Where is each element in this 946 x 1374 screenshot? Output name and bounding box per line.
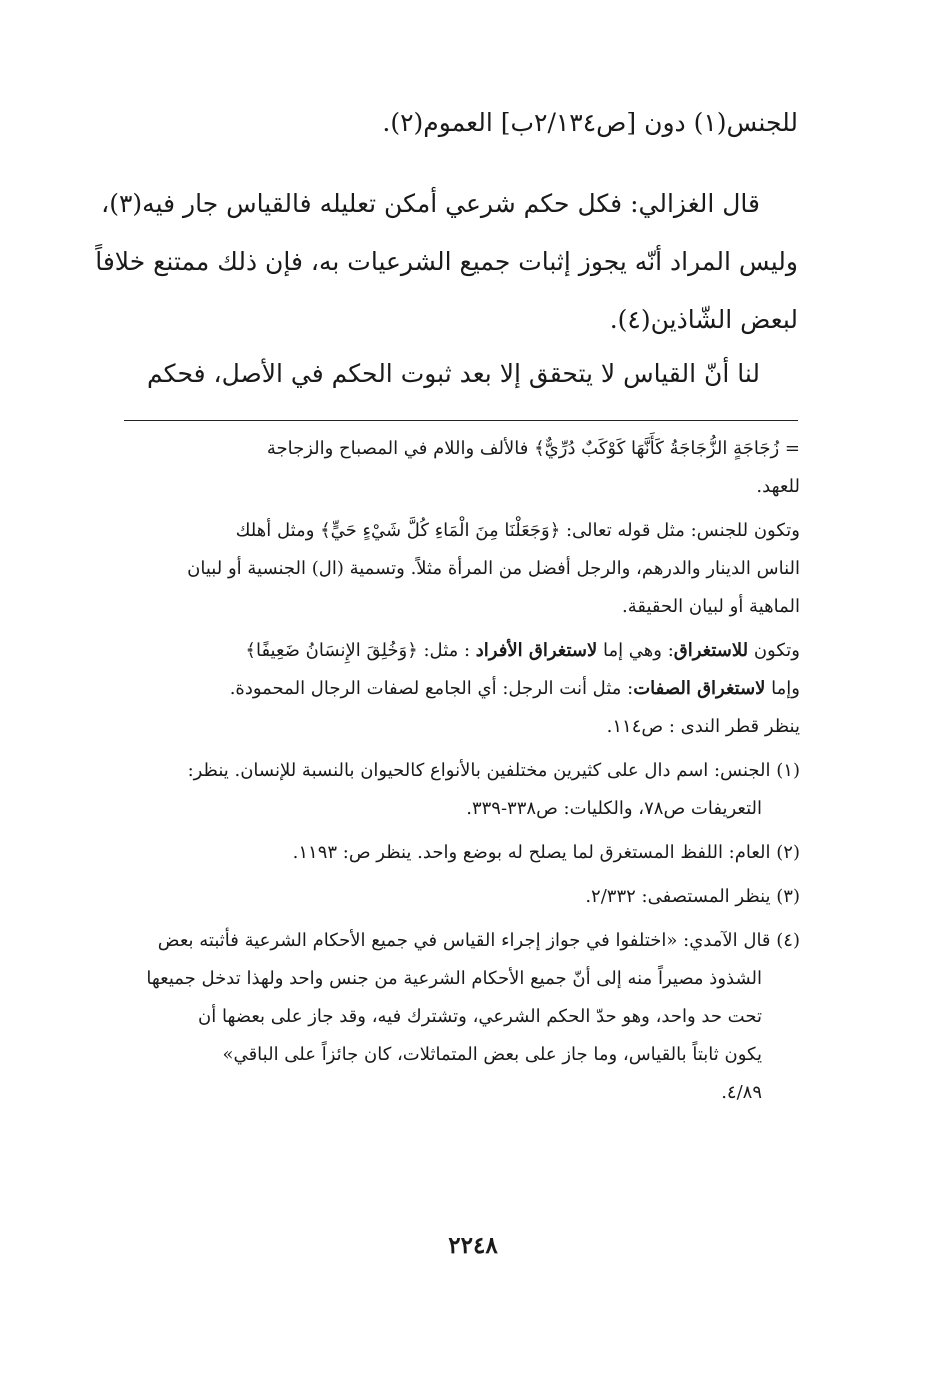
note-text: وتكون (748, 640, 800, 661)
note-text: : مثل: ﴿وَخُلِقَ الإِنسَانُ ضَعِيفًا﴾ (245, 640, 476, 661)
main-line: قال الغزالي: فكل حكم شرعي أمكن تعليله فالقياس جار فيه(٣)، (101, 189, 760, 218)
footnotes-area (124, 430, 800, 1118)
note-continuation (124, 430, 800, 506)
note-line: ينظر قطر الندى : ص١١٤. (606, 716, 800, 737)
note-bold-term: لاستغراق الأفراد (475, 640, 598, 661)
note-line (124, 632, 800, 670)
note-text: وإما (765, 678, 800, 699)
note-text: : مثل أنت الرجل: أي الجامع لصفات الرجال المحمودة. (229, 678, 634, 699)
footnote-line: (٤) قال الآمدي: «اختلفوا في جواز إجراء القياس في جميع الأحكام الشرعية فأثبته بعض (157, 930, 800, 951)
main-line: لنا أنّ القياس لا يتحقق إلا بعد ثبوت الحكم في الأصل، فحكم (147, 359, 760, 388)
note-line: الماهية أو لبيان الحقيقة. (622, 596, 800, 617)
note-text: : وهي إما (597, 640, 674, 661)
main-line: وليس المراد أنّه يجوز إثبات جميع الشرعيات به، فإن ذلك ممتنع خلافاً (95, 247, 798, 276)
note-bold-term: للاستغراق (673, 640, 749, 661)
footnote-4 (124, 922, 800, 1112)
note-line: = زُجَاجَةٍ الزُّجَاجَةُ كَأَنَّهَا كَوْكَبٌ دُرِّيٌّ﴾ فالألف واللام في المصباح والزجاجة (266, 438, 800, 459)
footnote-line: ٤/٨٩. (721, 1082, 762, 1103)
footnote-line: (٣) ينظر المستصفى: ٢/٣٣٢. (585, 886, 800, 907)
note-line: وتكون للجنس: مثل قوله تعالى: ﴿وَجَعَلْنَا مِنَ الْمَاءِ كُلَّ شَيْءٍ حَيٍّ﴾ ومثل أهلك (235, 520, 800, 541)
footnote-2 (124, 834, 800, 872)
main-line: للجنس(١) دون [ص٢/١٣٤ب] العموم(٢). (382, 108, 798, 137)
footnote-line: (٢) العام: اللفظ المستغرق لما يصلح له بوضع واحد. ينظر ص: ١١٩٣. (292, 842, 800, 863)
footnote-line: التعريفات ص٧٨، والكليات: ص٣٣٨-٣٣٩. (466, 798, 762, 819)
footnote-line: يكون ثابتاً بالقياس، وما جاز على بعض المتماثلات، كان جائزاً على الباقي» (222, 1044, 762, 1065)
main-paragraph-3 (116, 345, 798, 403)
footnote-line: الشذوذ مصيراً منه إلى أنّ جميع الأحكام الشرعية من جنس واحد ولهذا تدخل جميعها (146, 968, 762, 989)
main-paragraph-1 (116, 94, 798, 152)
note-line: الناس الدينار والدرهم، والرجل أفضل من المرأة مثلاً. وتسمية (ال) الجنسية أو لبيان (187, 558, 800, 579)
footnote-line: (١) الجنس: اسم دال على كثيرين مختلفين بالأنواع كالحيوان بالنسبة للإنسان. ينظر: (187, 760, 800, 781)
note-genus (124, 512, 800, 626)
footnote-line: تحت حد واحد، وهو حدّ الحكم الشرعي، وتشترك فيه، وقد جاز على بعضها أن (198, 1006, 762, 1027)
main-line: لبعض الشّاذين(٤). (609, 305, 798, 334)
note-line (124, 670, 800, 708)
note-bold-term: لاستغراق الصفات (633, 678, 766, 699)
footnote-1 (124, 752, 800, 828)
footnote-3 (124, 878, 800, 916)
page-number: ٢٢٤٨ (448, 1232, 498, 1259)
footnote-separator (124, 420, 798, 421)
main-paragraph-2 (95, 175, 798, 349)
note-istighraq (124, 632, 800, 746)
note-line: للعهد. (756, 476, 800, 497)
